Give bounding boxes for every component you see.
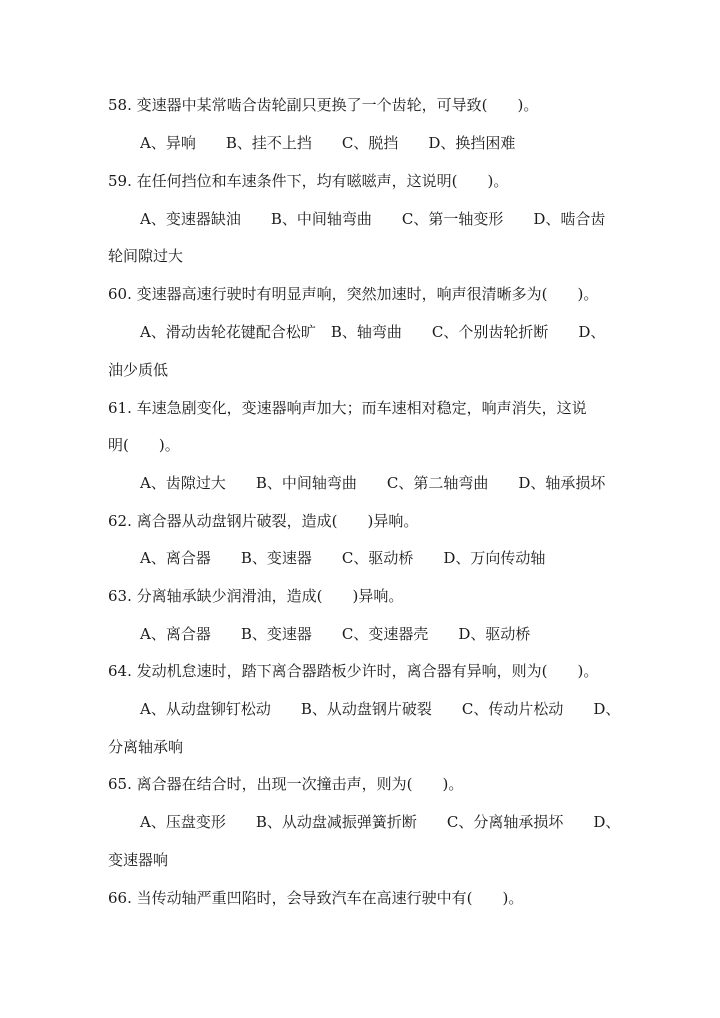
- question-60-stem: 60. 变速器高速行驶时有明显声响，突然加速时，响声很清晰多为( )。: [108, 285, 599, 303]
- question-65-options-cont: 变速器响: [108, 851, 169, 869]
- question-59-stem: 59. 在任何挡位和车速条件下，均有嗞嗞声，这说明( )。: [108, 172, 509, 190]
- question-61-options: A、齿隙过大 B、中间轴弯曲 C、第二轴弯曲 D、轴承损坏: [140, 474, 606, 492]
- question-63-options: A、离合器 B、变速器 C、变速器壳 D、驱动桥: [140, 625, 531, 643]
- question-63-stem: 63. 分离轴承缺少润滑油，造成( )异响。: [108, 587, 404, 605]
- question-61-stem-cont: 明( )。: [108, 436, 180, 454]
- question-62-options: A、离合器 B、变速器 C、驱动桥 D、万向传动轴: [140, 549, 546, 567]
- question-66-stem: 66. 当传动轴严重凹陷时，会导致汽车在高速行驶中有( )。: [108, 889, 524, 907]
- question-58-stem: 58. 变速器中某常啮合齿轮副只更换了一个齿轮，可导致( )。: [108, 96, 539, 114]
- question-65-options: A、压盘变形 B、从动盘减振弹簧折断 C、分离轴承损坏 D、: [140, 813, 621, 831]
- question-59-options: A、变速器缺油 B、中间轴弯曲 C、第一轴变形 D、啮合齿: [140, 210, 606, 228]
- question-64-options: A、从动盘铆钉松动 B、从动盘钢片破裂 C、传动片松动 D、: [140, 700, 621, 718]
- question-62-stem: 62. 离合器从动盘钢片破裂，造成( )异响。: [108, 512, 419, 530]
- question-64-stem: 64. 发动机怠速时，踏下离合器踏板少许时，离合器有异响，则为( )。: [108, 662, 599, 680]
- question-59-options-cont: 轮间隙过大: [108, 247, 184, 265]
- question-58-options: A、异响 B、挂不上挡 C、脱挡 D、换挡困难: [140, 134, 516, 152]
- question-60-options: A、滑动齿轮花键配合松旷 B、轴弯曲 C、个别齿轮折断 D、: [140, 323, 606, 341]
- question-61-stem: 61. 车速急剧变化，变速器响声加大；而车速相对稳定，响声消失，这说: [108, 399, 587, 417]
- question-60-options-cont: 油少质低: [108, 361, 169, 379]
- question-65-stem: 65. 离合器在结合时，出现一次撞击声，则为( )。: [108, 775, 464, 793]
- question-64-options-cont: 分离轴承响: [108, 738, 184, 756]
